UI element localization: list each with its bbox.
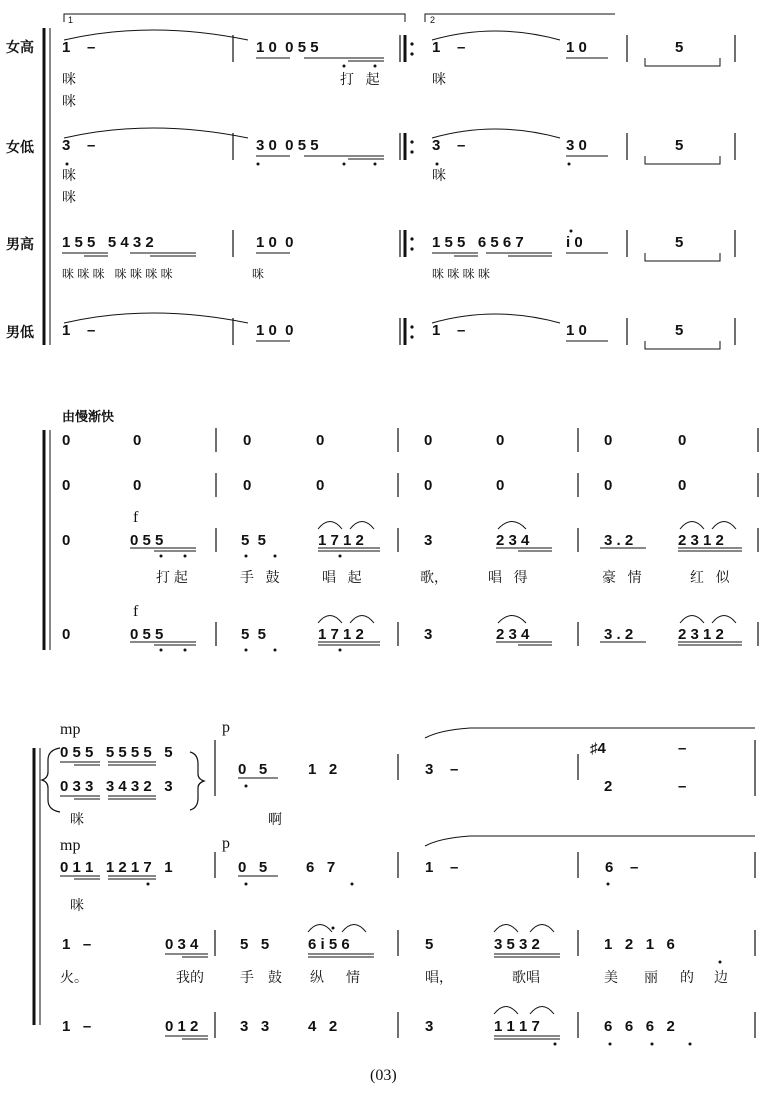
note-group: 3 3 [240, 1018, 270, 1035]
note: 0 [678, 432, 687, 449]
lyric: 咪 [432, 167, 446, 183]
note: – [678, 740, 687, 757]
note-group: 1 – [62, 936, 92, 953]
note-group: 3 . 2 [604, 626, 634, 643]
note-group: 1 0 0 [256, 234, 294, 251]
note-group: 0 5 5 5 5 5 5 5 [60, 744, 173, 761]
lyric: 的 [680, 969, 694, 985]
lyric: 咪 [252, 267, 265, 281]
note-group: 6 7 [306, 859, 336, 876]
note: 2 [604, 778, 613, 795]
note-group: 0 5 5 [130, 626, 164, 643]
note-group: 2 3 1 2 [678, 532, 724, 549]
lyric: 唱 得 [488, 569, 528, 585]
note-group: 5 [675, 322, 684, 339]
note: 0 [316, 432, 325, 449]
note-group: 5 5 [241, 532, 267, 549]
lyric: 纵 [310, 969, 324, 985]
note-group: 1 0 0 [256, 322, 294, 339]
note-group: 1 7 1 2 [318, 626, 364, 643]
note: 0 [243, 432, 252, 449]
note-group: 0 5 [238, 859, 268, 876]
dynamic-mp: mp [60, 721, 81, 738]
note-group: 1 5 5 6 5 6 7 [432, 234, 524, 251]
note: ♯4 [590, 740, 606, 757]
part-label-soprano: 女高 [6, 39, 34, 55]
note: 0 [604, 432, 613, 449]
lyric: 火。 [60, 969, 88, 985]
note-group: 2 3 1 2 [678, 626, 724, 643]
note-group: 0 5 5 [130, 532, 164, 549]
lyric: 打 起 [340, 71, 380, 87]
note-group: 5 [675, 234, 684, 251]
lyric: 我的 [176, 969, 204, 985]
note-group: 1 – [62, 322, 96, 339]
note-group: 1 7 1 2 [318, 532, 364, 549]
lyric: 咪 [70, 897, 84, 913]
note: 0 [678, 477, 687, 494]
note-group: 2 3 4 [496, 626, 530, 643]
lyric: 咪 咪 咪 咪 咪 咪 咪 [62, 267, 173, 281]
note-group: 0 1 1 1 2 1 7 1 [60, 859, 173, 876]
note: 0 [133, 477, 142, 494]
note: 0 [62, 532, 71, 549]
note-group: 0 3 3 3 4 3 2 3 [60, 778, 173, 795]
lyric: 边 [714, 969, 728, 985]
lyric: 手 鼓 [240, 569, 280, 585]
note: 0 [424, 477, 433, 494]
note-group: 1 0 0 5 5 [256, 39, 319, 56]
note: 0 [424, 432, 433, 449]
note-group: 2 3 4 [496, 532, 530, 549]
lyric: 歌唱 [512, 969, 540, 985]
note: 0 [62, 477, 71, 494]
lyric: 美 [604, 969, 618, 985]
lyric: 手 [240, 969, 254, 985]
lyric: 咪 [62, 189, 76, 205]
volta-2-label: 2 [430, 15, 436, 25]
tempo-marking: 由慢渐快 [62, 409, 115, 424]
lyric: 咪 [70, 811, 84, 827]
note-group: 3 . 2 [604, 532, 634, 549]
note: 5 [425, 936, 434, 953]
part-label-tenor: 男高 [6, 236, 34, 252]
note-group: 1 – [62, 39, 96, 56]
dynamic-p: p [222, 719, 230, 736]
note: 0 [243, 477, 252, 494]
note-group: 6 6 6 2 [604, 1018, 675, 1035]
note-group: 5 [675, 39, 684, 56]
note-group: 6 i 5 6 [308, 936, 350, 953]
note: 0 [133, 432, 142, 449]
note: 3 [425, 1018, 434, 1035]
page-number: (03) [370, 1067, 397, 1084]
dynamic-forte: f [133, 603, 139, 620]
dynamic-mp: mp [60, 837, 81, 854]
part-label-alto: 女低 [6, 139, 34, 155]
note-group: 3 – [425, 761, 459, 778]
lyric: 咪 [62, 93, 76, 109]
lyric: 咪 [62, 71, 76, 87]
lyric: 丽 [644, 969, 658, 985]
note-group: 5 5 [241, 626, 267, 643]
note-group: 1 0 [566, 322, 587, 339]
note-group: 3 0 0 5 5 [256, 137, 319, 154]
lyric: 打 起 [156, 569, 188, 585]
note-group: 1 2 [308, 761, 338, 778]
note: 0 [62, 626, 71, 643]
lyric: 咪 [62, 167, 76, 183]
lyric: 鼓 [268, 969, 282, 985]
note-group: 1 2 1 6 [604, 936, 675, 953]
lyric: 情 [346, 969, 360, 985]
note-group: 1 – [432, 39, 466, 56]
note: 0 [496, 477, 505, 494]
note: 3 [424, 532, 433, 549]
note-group: 0 3 4 [165, 936, 199, 953]
note: 0 [62, 432, 71, 449]
volta-1-label: 1 [68, 15, 74, 25]
note-group: i 0 [566, 234, 583, 251]
note: 3 [424, 626, 433, 643]
lyric: 啊 [268, 811, 282, 827]
note: 0 [316, 477, 325, 494]
note-group: 4 2 [308, 1018, 338, 1035]
lyric: 唱， [425, 969, 453, 985]
note-group: 1 – [62, 1018, 92, 1035]
lyric: 咪 [432, 71, 446, 87]
note-group: 3 0 [566, 137, 587, 154]
note-group: 1 0 [566, 39, 587, 56]
note-group: 3 – [62, 137, 96, 154]
note-group: 5 [675, 137, 684, 154]
note: – [678, 778, 687, 795]
note-group: 0 5 [238, 761, 268, 778]
note-group: 1 5 5 5 4 3 2 [62, 234, 154, 251]
lyric: 咪 咪 咪 咪 [432, 267, 491, 281]
note-group: 3 5 3 2 [494, 936, 540, 953]
note: 0 [604, 477, 613, 494]
note-group: 0 1 2 [165, 1018, 199, 1035]
dynamic-p: p [222, 835, 230, 852]
lyric: 红 似 [690, 569, 730, 585]
note: 0 [496, 432, 505, 449]
note-group: 1 – [432, 322, 466, 339]
lyric: 豪 情 [602, 569, 642, 585]
dynamic-forte: f [133, 509, 139, 526]
note-group: 1 – [425, 859, 459, 876]
note-group: 3 – [432, 137, 466, 154]
lyric: 唱 起 [322, 569, 362, 585]
note-group: 1 1 1 7 [494, 1018, 540, 1035]
note-group: 6 – [605, 859, 639, 876]
lyric: 歌， [420, 569, 448, 585]
part-label-bass: 男低 [6, 324, 34, 340]
note-group: 5 5 [240, 936, 270, 953]
